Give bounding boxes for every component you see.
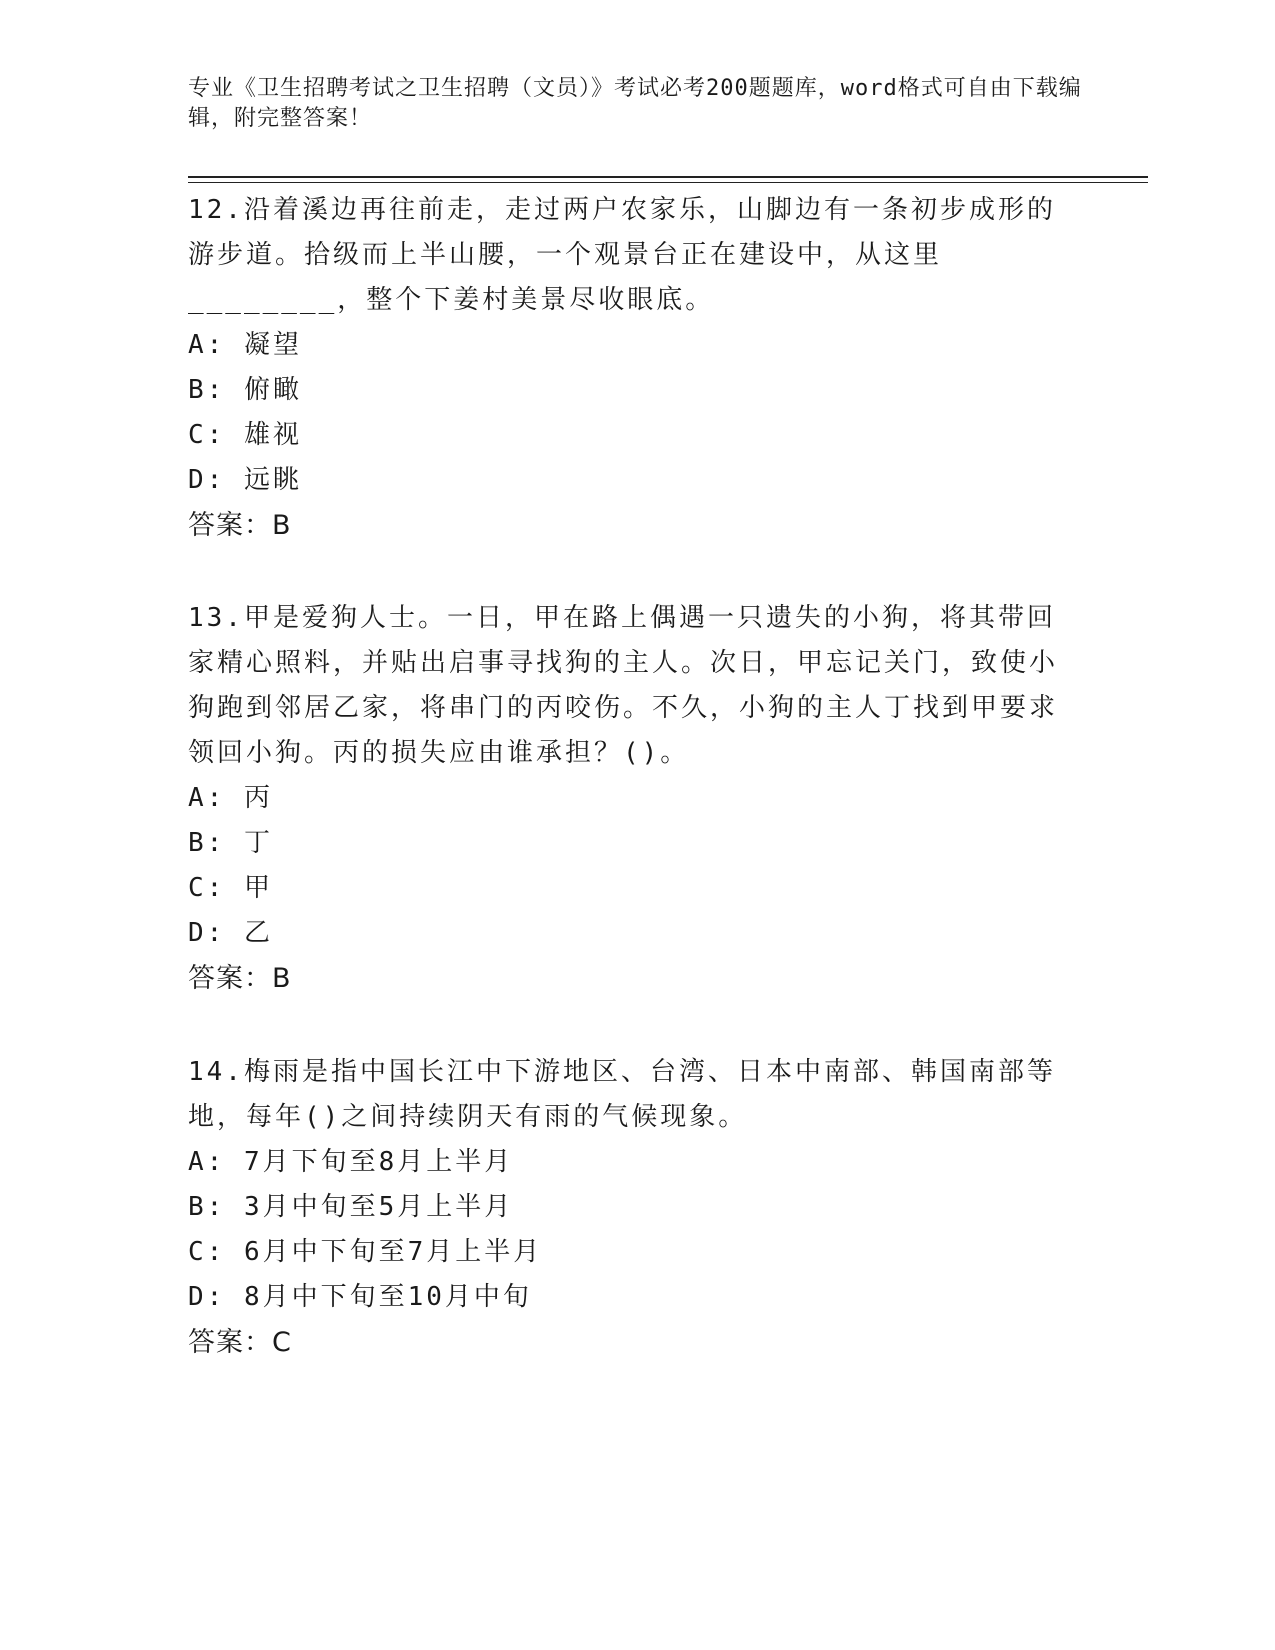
option-a: A: 7月下旬至8月上半月 (188, 1147, 514, 1177)
option-a: A: 丙 (188, 783, 273, 813)
answer-line: 答案：C (188, 1327, 292, 1358)
option-b: B: 俯瞰 (188, 375, 302, 405)
option-b: B: 3月中旬至5月上半月 (188, 1192, 514, 1222)
option-c: C: 6月中下旬至7月上半月 (188, 1237, 543, 1267)
document-header: 专业《卫生招聘考试之卫生招聘（文员）》考试必考200题题库，word格式可自由下载编辑，附完整答案！ (188, 76, 1082, 131)
option-a: A: 凝望 (188, 330, 302, 360)
question-12 (188, 188, 1078, 548)
question-stem: 13.甲是爱狗人士。一日，甲在路上偶遇一只遗失的小狗，将其带回家精心照料，并贴出启事寻找狗的主人。次日，甲忘记关门，致使小狗跑到邻居乙家，将串门的丙咬伤。不久，小狗的主人丁找到甲要求领回小狗。丙的损失应由谁承担？()。 (188, 603, 1059, 768)
answer-line: 答案：B (188, 963, 292, 994)
header-divider-thin (188, 182, 1148, 183)
option-d: D: 远眺 (188, 465, 302, 495)
option-b: B: 丁 (188, 828, 273, 858)
question-stem: 14.梅雨是指中国长江中下游地区、台湾、日本中南部、韩国南部等地，每年()之间持续阴天有雨的气候现象。 (188, 1057, 1056, 1132)
question-14 (188, 1050, 1078, 1365)
question-stem: 12.沿着溪边再往前走，走过两户农家乐，山脚边有一条初步成形的游步道。拾级而上半山腰，一个观景台正在建设中，从这里________，整个下姜村美景尽收眼底。 (188, 195, 1056, 315)
option-c: C: 雄视 (188, 420, 302, 450)
option-d: D: 8月中下旬至10月中旬 (188, 1282, 532, 1312)
option-d: D: 乙 (188, 918, 273, 948)
question-13 (188, 596, 1078, 1001)
option-c: C: 甲 (188, 873, 273, 903)
header-divider-thick (188, 176, 1148, 178)
answer-line: 答案：B (188, 510, 292, 541)
